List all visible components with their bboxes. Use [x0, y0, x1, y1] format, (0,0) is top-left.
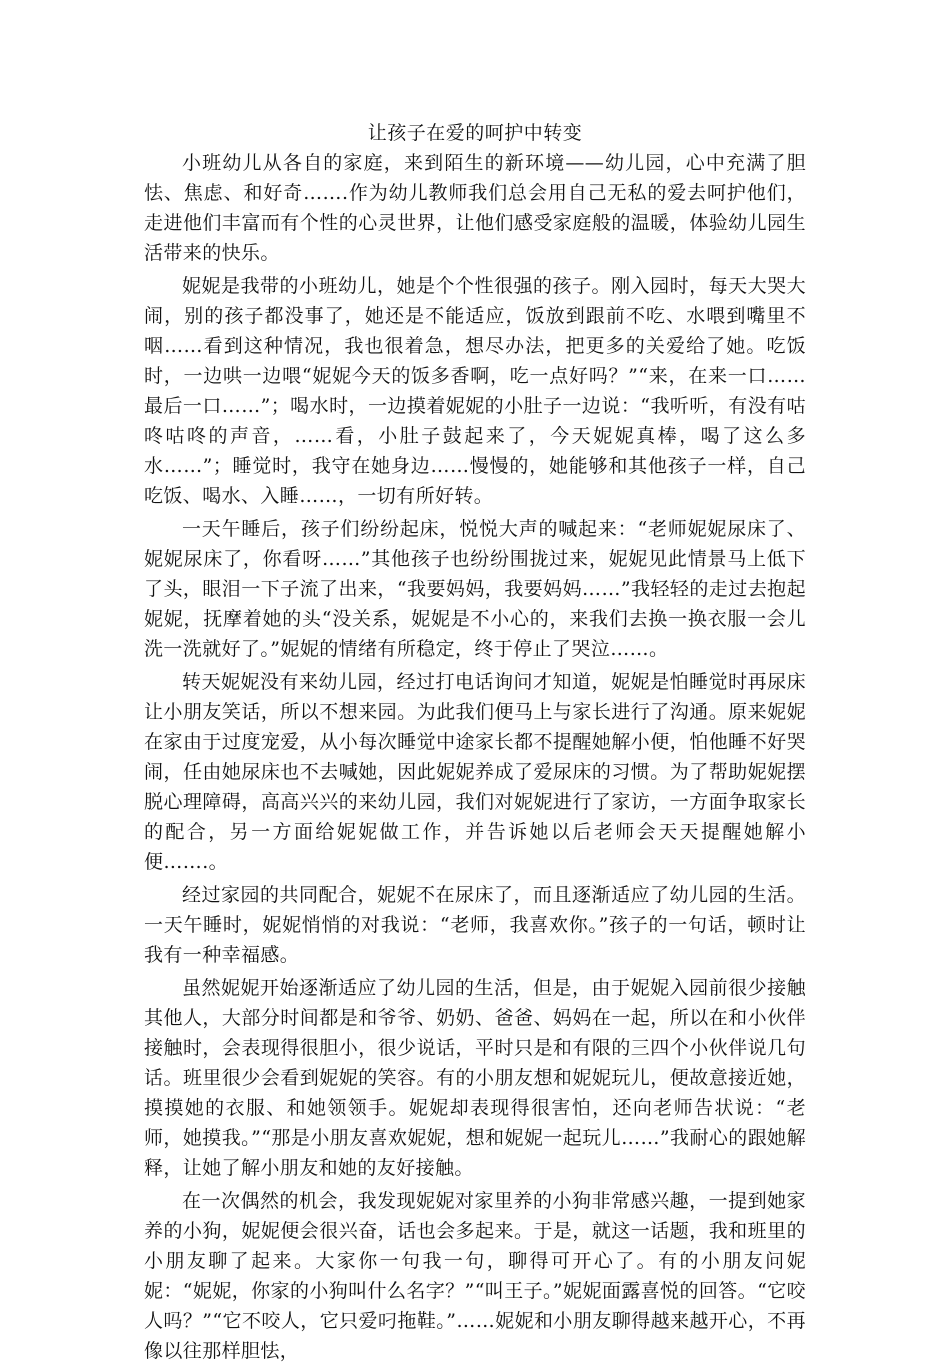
document-body	[144, 118, 806, 1366]
paragraph-5: 经过家园的共同配合，妮妮不在尿床了，而且逐渐适应了幼儿园的生活。一天午睡时，妮妮悄悄的对我说：“老师，我喜欢你。”孩子的一句话，顿时让我有一种幸福感。	[144, 884, 806, 966]
paragraph-3: 一天午睡后，孩子们纷纷起床，悦悦大声的喊起来：“老师妮妮尿床了、妮妮尿床了，你看呀……”其他孩子也纷纷围拢过来，妮妮见此情景马上低下了头，眼泪一下子流了出来，“我要妈妈，我要妈妈……”我轻轻的走过去抱起妮妮，抚摩着她的头“没关系，妮妮是不小心的，来我们去换一换衣服一会儿洗一洗就好了。”妮妮的情绪有所稳定，终于停止了哭泣……。	[144, 518, 806, 660]
paragraph-4: 转天妮妮没有来幼儿园，经过打电话询问才知道，妮妮是怕睡觉时再尿床让小朋友笑话，所以不想来园。为此我们便马上与家长进行了沟通。原来妮妮在家由于过度宠爱，从小每次睡觉中途家长都不提醒她解小便，怕他睡不好哭闹，任由她尿床也不去喊她，因此妮妮养成了爱尿床的习惯。为了帮助妮妮摆脱心理障碍，高高兴兴的来幼儿园，我们对妮妮进行了家访，一方面争取家长的配合，另一方面给妮妮做工作，并告诉她以后老师会天天提醒她解小便…….。	[144, 671, 806, 873]
paragraph-1: 小班幼儿从各自的家庭，来到陌生的新环境——幼儿园，心中充满了胆怯、焦虑、和好奇…….作为幼儿教师我们总会用自己无私的爱去呵护他们，走进他们丰富而有个性的心灵世界，让他们感受家庭般的温暖，体验幼儿园生活带来的快乐。	[144, 152, 806, 264]
paragraph-6: 虽然妮妮开始逐渐适应了幼儿园的生活，但是，由于妮妮入园前很少接触其他人，大部分时间都是和爷爷、奶奶、爸爸、妈妈在一起，所以在和小伙伴接触时，会表现得很胆小，很少说话，平时只是和有限的三四个小伙伴说几句话。班里很少会看到妮妮的笑容。有的小朋友想和妮妮玩儿，便故意接近她，摸摸她的衣服、和她领领手。妮妮却表现得很害怕，还向老师告状说：“老师，她摸我。”“那是小朋友喜欢妮妮，想和妮妮一起玩儿……”我耐心的跟她解释，让她了解小朋友和她的友好接触。	[144, 977, 806, 1179]
document-title: 让孩子在爱的呵护中转变	[367, 122, 583, 144]
paragraph-7: 在一次偶然的机会，我发现妮妮对家里养的小狗非常感兴趣，一提到她家养的小狗，妮妮便会很兴奋，话也会多起来。于是，就这一话题，我和班里的小朋友聊了起来。大家你一句我一句，聊得可开心了。有的小朋友问妮妮：“妮妮，你家的小狗叫什么名字？”“叫王子。”妮妮面露喜悦的回答。“它咬人吗？”“它不咬人，它只爱叼拖鞋。”……妮妮和小朋友聊得越来越开心，不再像以往那样胆怯，	[144, 1190, 806, 1362]
paragraph-2: 妮妮是我带的小班幼儿，她是个个性很强的孩子。刚入园时，每天大哭大闹，别的孩子都没事了，她还是不能适应，饭放到跟前不吃、水喂到嘴里不咽……看到这种情况，我也很着急，想尽办法，把更多的关爱给了她。吃饭时，一边哄一边喂“妮妮今天的饭多香啊，吃一点好吗？”“来，在来一口……最后一口……”；喝水时，一边摸着妮妮的小肚子一边说：“我听听，有没有咕咚咕咚的声音，……看，小肚子鼓起来了，今天妮妮真棒，喝了这么多水……”；睡觉时，我守在她身边……慢慢的，她能够和其他孩子一样，自己吃饭、喝水、入睡……，一切有所好转。	[144, 275, 806, 507]
